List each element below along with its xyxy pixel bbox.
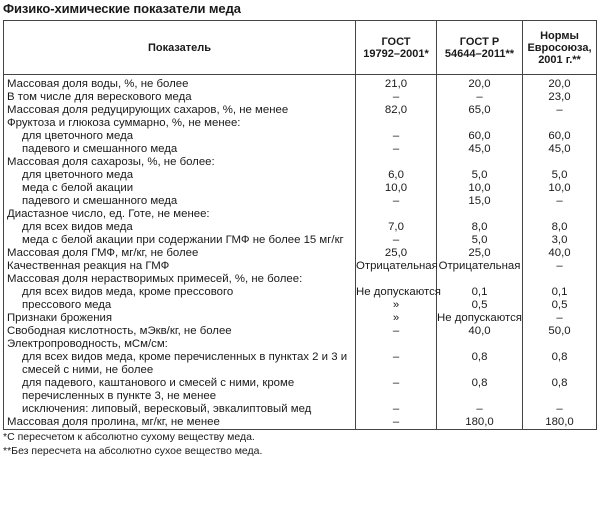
eu-norm-value: 20,0 <box>523 75 597 92</box>
eu-norm-value <box>523 156 597 169</box>
table-row <box>4 351 597 377</box>
eu-norm-value: 0,1 <box>523 286 597 299</box>
indicator-cell: Электропроводность, мСм/см: <box>4 338 356 351</box>
gost-19792-value: – <box>356 403 437 416</box>
table-row <box>4 104 597 117</box>
header-gost-r-54644-line-2: 54644–2011** <box>444 47 515 60</box>
table-row <box>4 143 597 156</box>
indicator-cell: В том числе для верескового меда <box>4 91 356 104</box>
table-row <box>4 156 597 169</box>
indicator-cell: для всех видов меда <box>4 221 356 234</box>
indicator-cell: Массовая доля редуцирующих сахаров, %, не менее <box>4 104 356 117</box>
gost-r-54644-value <box>437 117 523 130</box>
indicator-cell: Массовая доля ГМФ, мг/кг, не более <box>4 247 356 260</box>
indicator-cell: меда с белой акации при содержании ГМФ не более 15 мг/кг <box>4 234 356 247</box>
gost-r-54644-value: 40,0 <box>437 325 523 338</box>
header-indicator-label: Показатель <box>147 41 212 54</box>
eu-norm-value: 23,0 <box>523 91 597 104</box>
eu-norm-value: 5,0 <box>523 169 597 182</box>
eu-norm-value: 0,8 <box>523 377 597 403</box>
gost-19792-value: 82,0 <box>356 104 437 117</box>
indicator-cell: Признаки брожения <box>4 312 356 325</box>
gost-r-54644-value <box>437 273 523 286</box>
gost-r-54644-value: 180,0 <box>437 416 523 430</box>
eu-norm-value: 8,0 <box>523 221 597 234</box>
gost-19792-value: 6,0 <box>356 169 437 182</box>
gost-19792-value: – <box>356 416 437 430</box>
header-gost-r-54644 <box>437 21 523 75</box>
gost-19792-value <box>356 117 437 130</box>
header-eu-norms-line-1: Нормы <box>540 29 579 42</box>
indicators-table <box>3 20 597 430</box>
eu-norm-value: – <box>523 260 597 273</box>
gost-19792-value: » <box>356 312 437 325</box>
footnote-1: *С пересчетом к абсолютно сухому веществу меда. <box>3 431 255 443</box>
eu-norm-value: 180,0 <box>523 416 597 430</box>
header-eu-norms <box>523 21 597 75</box>
table-row <box>4 377 597 403</box>
indicator-cell: для цветочного меда <box>4 130 356 143</box>
header-eu-norms-line-2: Евросоюза, <box>527 41 592 54</box>
indicator-cell: прессового меда <box>4 299 356 312</box>
gost-19792-value: – <box>356 351 437 377</box>
gost-r-54644-value: 45,0 <box>437 143 523 156</box>
table-header-row <box>4 21 597 75</box>
gost-19792-value: » <box>356 299 437 312</box>
gost-r-54644-value <box>437 338 523 351</box>
eu-norm-value <box>523 338 597 351</box>
table-row <box>4 260 597 273</box>
table-body <box>4 75 597 430</box>
table-row <box>4 286 597 299</box>
indicator-cell: Массовая доля нерастворимых примесей, %, не более: <box>4 273 356 286</box>
table-row <box>4 130 597 143</box>
gost-r-54644-value: 25,0 <box>437 247 523 260</box>
header-gost-19792-line-2: 19792–2001* <box>363 47 429 60</box>
indicator-cell: для цветочного меда <box>4 169 356 182</box>
gost-19792-value: 7,0 <box>356 221 437 234</box>
indicator-cell: Массовая доля сахарозы, %, не более: <box>4 156 356 169</box>
table-row <box>4 247 597 260</box>
table-row <box>4 195 597 208</box>
indicator-cell: для всех видов меда, кроме перечисленных в пунктах 2 и 3 и смесей с ними, не более <box>4 351 356 377</box>
table-row <box>4 234 597 247</box>
gost-19792-value <box>356 273 437 286</box>
gost-19792-value <box>356 156 437 169</box>
gost-19792-value: Не допускаются <box>356 286 441 298</box>
table-row <box>4 208 597 221</box>
gost-19792-value: – <box>356 195 437 208</box>
eu-norm-value <box>523 273 597 286</box>
eu-norm-value: 40,0 <box>523 247 597 260</box>
table-row <box>4 299 597 312</box>
eu-norm-value: – <box>523 104 597 117</box>
indicator-cell: Фруктоза и глюкоза суммарно, %, не менее: <box>4 117 356 130</box>
table-row <box>4 403 597 416</box>
header-gost-r-54644-line-1: ГОСТ Р <box>459 35 500 48</box>
gost-r-54644-value: – <box>437 91 523 104</box>
indicator-cell: Свободная кислотность, мЭкв/кг, не более <box>4 325 356 338</box>
eu-norm-value: – <box>523 403 597 416</box>
eu-norm-value <box>523 208 597 221</box>
gost-19792-value: – <box>356 234 437 247</box>
indicator-cell: Массовая доля воды, %, не более <box>4 75 356 92</box>
eu-norm-value: 45,0 <box>523 143 597 156</box>
table-row <box>4 325 597 338</box>
indicator-cell: меда с белой акации <box>4 182 356 195</box>
footnote-2: **Без пересчета на абсолютно сухое вещество меда. <box>3 445 263 457</box>
gost-r-54644-value: 20,0 <box>437 75 523 92</box>
header-indicator <box>4 21 356 75</box>
gost-19792-value: Отрицательная <box>356 260 438 272</box>
eu-norm-value: – <box>523 312 597 325</box>
gost-19792-value: – <box>356 130 437 143</box>
gost-r-54644-value: 0,8 <box>437 351 523 377</box>
table-row <box>4 273 597 286</box>
gost-r-54644-value <box>437 208 523 221</box>
indicator-cell: Диастазное число, ед. Готе, не менее: <box>4 208 356 221</box>
gost-r-54644-value: 0,1 <box>437 286 523 299</box>
eu-norm-value: 50,0 <box>523 325 597 338</box>
gost-19792-value: 21,0 <box>356 75 437 92</box>
table-row <box>4 117 597 130</box>
gost-19792-value: – <box>356 91 437 104</box>
indicator-cell: Качественная реакция на ГМФ <box>4 260 356 273</box>
gost-r-54644-value: 10,0 <box>437 182 523 195</box>
eu-norm-value: 60,0 <box>523 130 597 143</box>
eu-norm-value: – <box>523 195 597 208</box>
gost-r-54644-value: 5,0 <box>437 169 523 182</box>
table-row <box>4 312 597 325</box>
header-eu-norms-line-3: 2001 г.** <box>538 53 581 66</box>
indicator-cell: исключения: липовый, вересковый, эвкалиптовый мед <box>4 403 356 416</box>
gost-r-54644-value: 15,0 <box>437 195 523 208</box>
table-row <box>4 182 597 195</box>
gost-r-54644-value: 60,0 <box>437 130 523 143</box>
gost-r-54644-value: 8,0 <box>437 221 523 234</box>
gost-19792-value: 10,0 <box>356 182 437 195</box>
gost-19792-value: – <box>356 143 437 156</box>
eu-norm-value: 0,8 <box>523 351 597 377</box>
gost-19792-value <box>356 208 437 221</box>
header-gost-19792-line-1: ГОСТ <box>381 35 411 48</box>
gost-19792-value: – <box>356 377 437 403</box>
indicator-cell: для всех видов меда, кроме прессового <box>4 286 356 299</box>
gost-r-54644-value: 5,0 <box>437 234 523 247</box>
gost-r-54644-value: Отрицательная <box>437 260 523 273</box>
gost-19792-value <box>356 338 437 351</box>
eu-norm-value: 0,5 <box>523 299 597 312</box>
indicator-cell: Массовая доля пролина, мг/кг, не менее <box>4 416 356 430</box>
indicator-cell: падевого и смешанного меда <box>4 143 356 156</box>
gost-r-54644-value: 0,5 <box>437 299 523 312</box>
table-row <box>4 75 597 92</box>
table-row <box>4 91 597 104</box>
header-gost-19792 <box>356 21 437 75</box>
document-title: Физико-химические показатели меда <box>3 1 241 16</box>
table-row <box>4 338 597 351</box>
table-row <box>4 169 597 182</box>
indicator-cell: падевого и смешанного меда <box>4 195 356 208</box>
indicator-cell: для падевого, каштанового и смесей с ними, кроме перечисленных в пункте 3, не менее <box>4 377 356 403</box>
gost-r-54644-value: 65,0 <box>437 104 523 117</box>
eu-norm-value <box>523 117 597 130</box>
eu-norm-value: 10,0 <box>523 182 597 195</box>
gost-r-54644-value <box>437 156 523 169</box>
eu-norm-value: 3,0 <box>523 234 597 247</box>
table-row <box>4 416 597 430</box>
gost-r-54644-value: 0,8 <box>437 377 523 403</box>
table-row <box>4 221 597 234</box>
gost-r-54644-value: – <box>437 403 523 416</box>
gost-19792-value: – <box>356 325 437 338</box>
gost-19792-value: 25,0 <box>356 247 437 260</box>
gost-r-54644-value: Не допускаются <box>437 312 522 324</box>
